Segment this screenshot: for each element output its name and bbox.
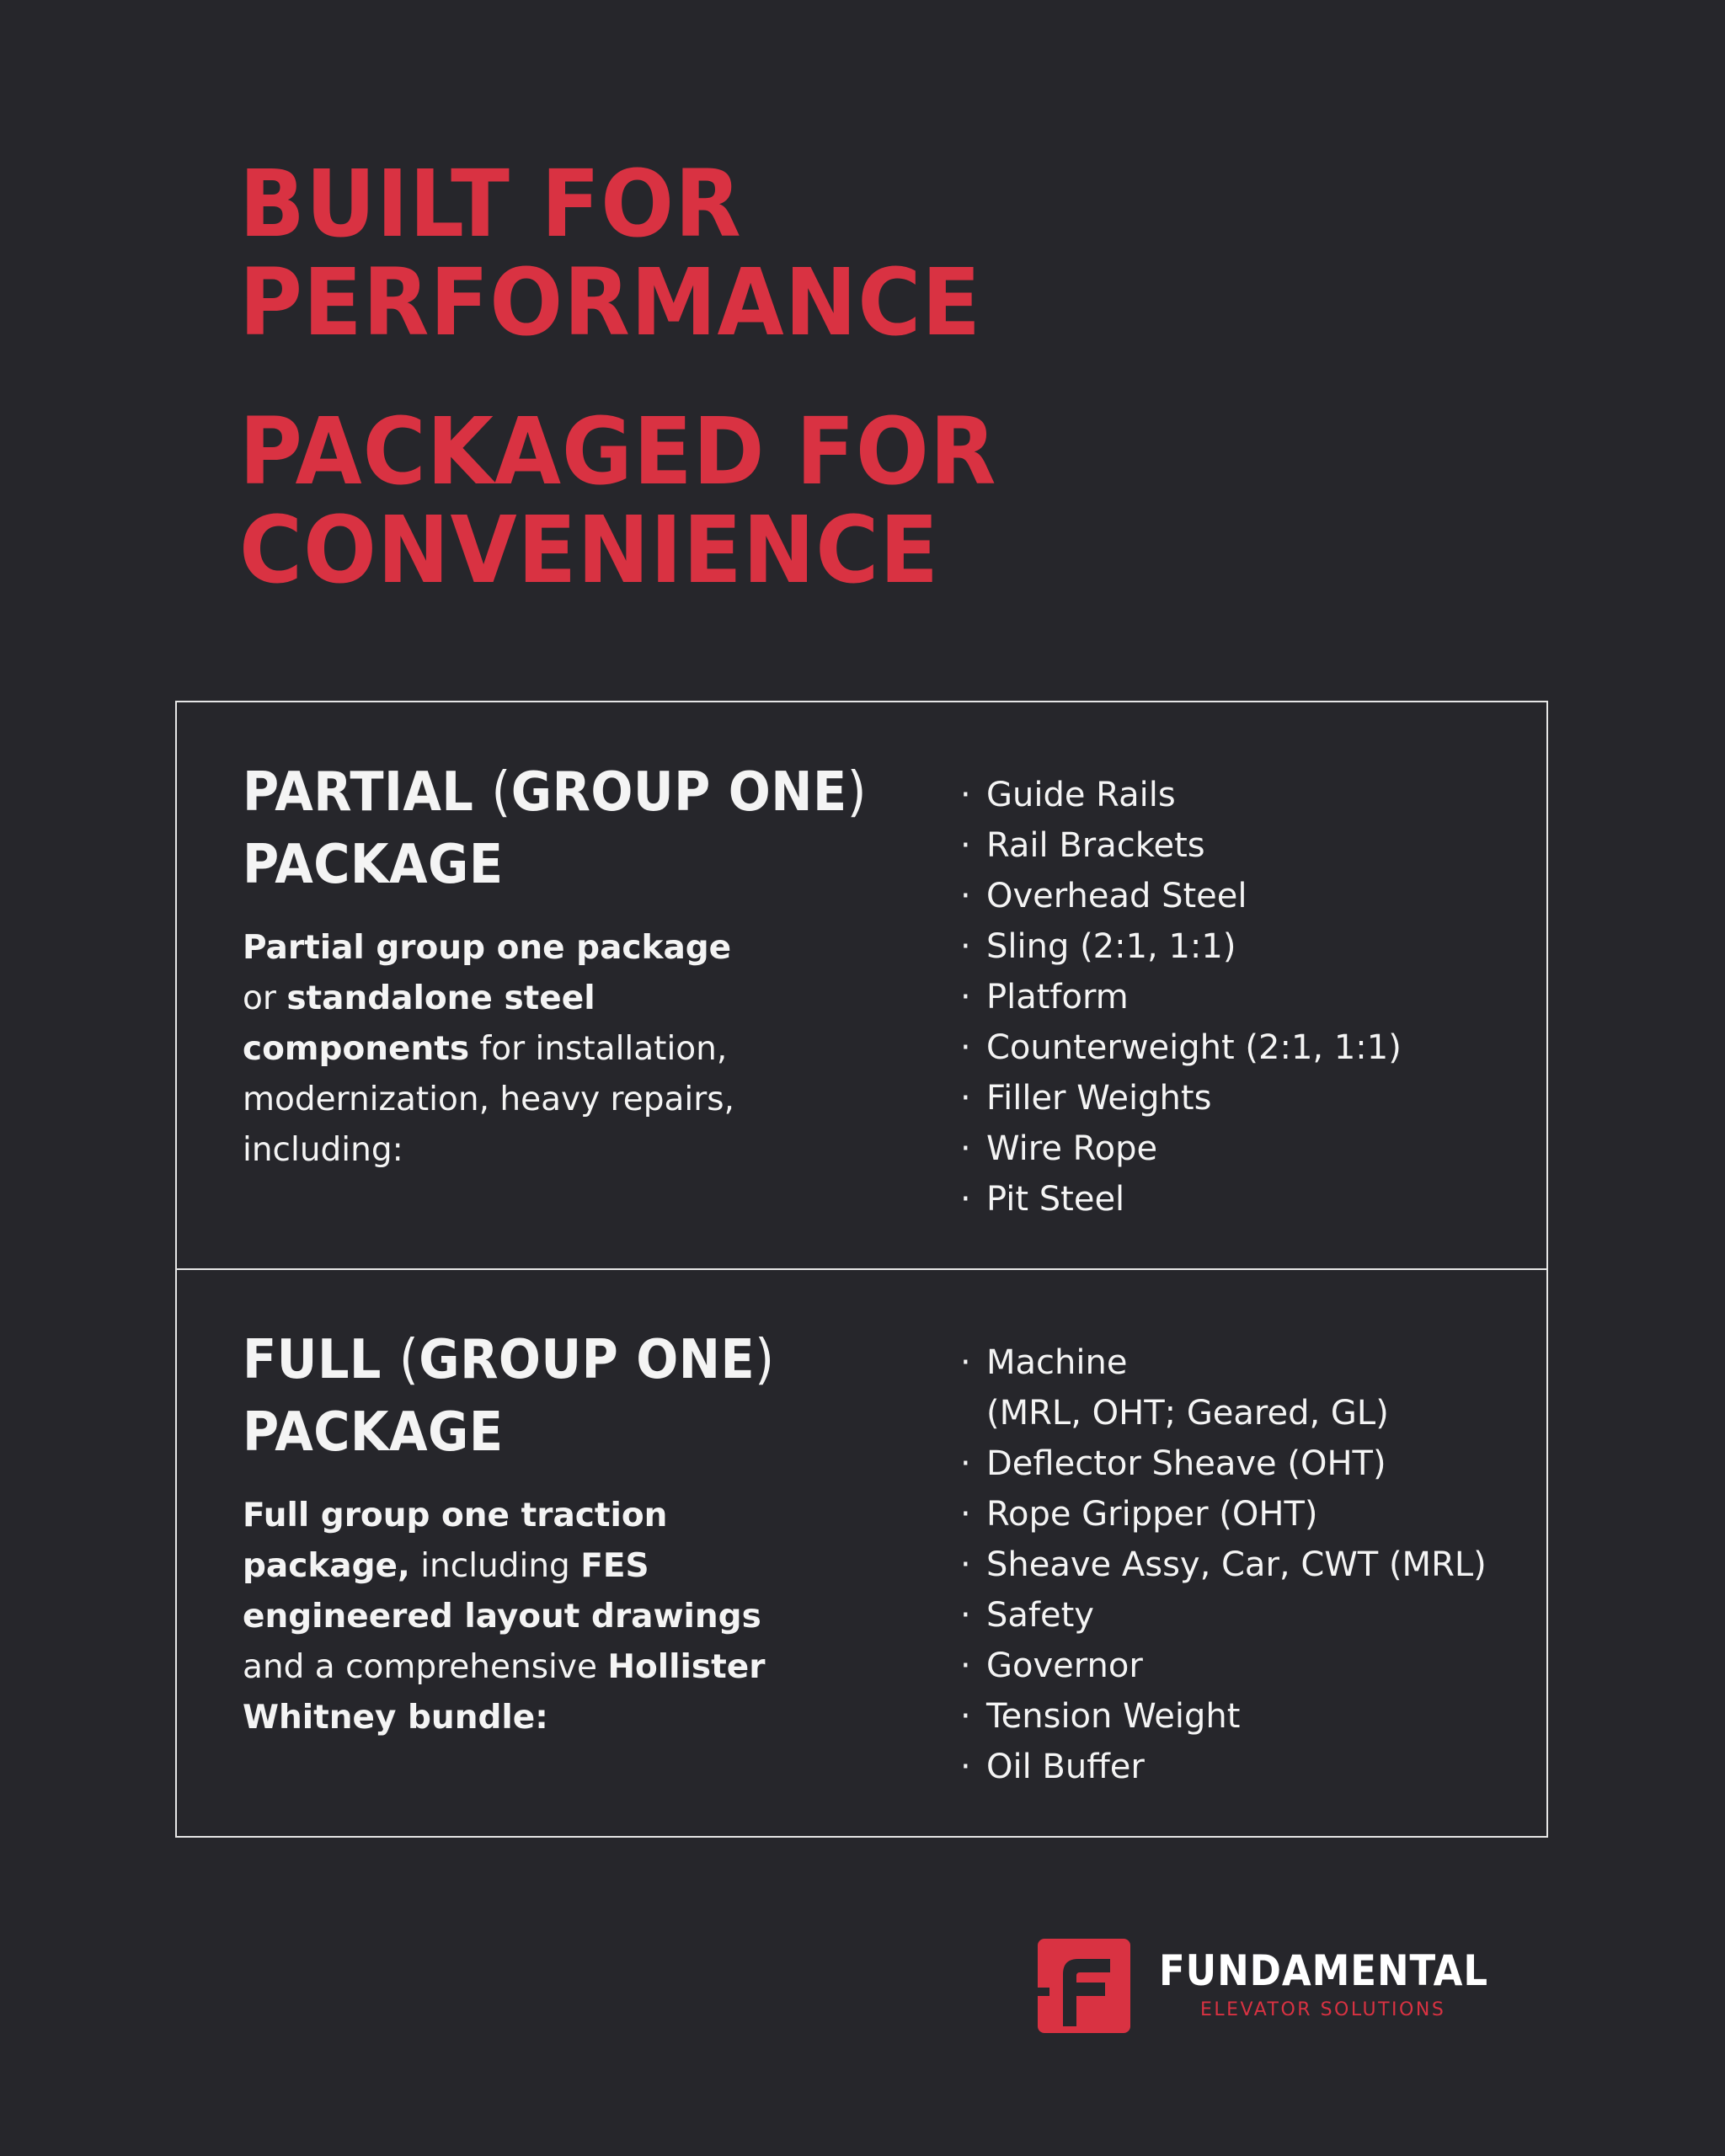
bullet-icon: · [960,826,971,865]
desc-bold: Full group one traction package, [243,1497,668,1585]
list-item-label: Safety [986,1596,1094,1635]
bullet-icon: · [960,1646,971,1685]
list-item [960,972,1402,1022]
list-item-label: Counterweight (2:1, 1:1) [986,1028,1402,1067]
list-item-label: Governor [986,1646,1143,1685]
bullet-icon: · [960,776,971,814]
list-item-label: Rope Gripper (OHT) [986,1495,1318,1534]
list-item-label: Sling (2:1, 1:1) [986,927,1236,966]
list-item [960,871,1402,921]
headline-built-text [239,150,1336,356]
list-item-label: Machine [986,1343,1128,1382]
bullet-icon: · [960,1343,971,1382]
list-item-label: Oil Buffer [986,1748,1145,1786]
desc-text: or [243,979,276,1017]
headline-line: BUILT FOR [239,150,742,258]
list-item [960,1742,1487,1792]
brand-logo [1038,1939,1509,2040]
title-group: GROUP ONE [419,1329,756,1391]
list-item [960,1489,1487,1540]
list-item-label: Overhead Steel [986,877,1247,915]
bullet-icon: · [960,1444,971,1483]
partial-package-title [243,756,867,901]
desc-bold: Hollister Whitney bundle: [243,1648,766,1737]
full-package-title [243,1324,775,1469]
list-item-continuation [960,1388,1487,1438]
list-item [960,770,1402,820]
list-item-label: Deflector Sheave (OHT) [986,1444,1386,1483]
bullet-icon: · [960,1748,971,1786]
list-item [960,1073,1402,1123]
title-paren-close: ) [846,761,868,824]
package-table [175,701,1548,1838]
list-item [960,820,1402,871]
desc-bold: FES engineered layout drawings [243,1547,761,1636]
bullet-icon: · [960,1079,971,1118]
headline-built [239,150,1418,356]
headline-line: PERFORMANCE [239,248,982,356]
list-item-label: Tension Weight [986,1697,1241,1736]
headline-line: CONVENIENCE [239,496,940,604]
list-item [960,1174,1402,1225]
list-item-label: Sheave Assy, Car, CWT (MRL) [986,1545,1487,1584]
bullet-icon: · [960,1697,971,1736]
brand-tagline: ELEVATOR SOLUTIONS [1200,1999,1446,2020]
list-item-label: Wire Rope [986,1129,1158,1168]
desc-bold: standalone steel components [243,979,595,1068]
bullet-icon: · [960,1596,971,1635]
bullet-icon: · [960,978,971,1017]
list-item [960,1337,1487,1388]
list-item [960,1641,1487,1691]
desc-text: and a comprehensive [243,1648,597,1686]
partial-package-description [243,923,782,1176]
bullet-icon: · [960,1028,971,1067]
bullet-icon: · [960,1495,971,1534]
list-item [960,921,1402,972]
bullet-icon: · [960,1545,971,1584]
list-item-label: (MRL, OHT; Geared, GL) [986,1394,1389,1433]
list-item [960,1022,1402,1073]
title-paren-close: ) [755,1329,775,1391]
headline-packaged-text [239,398,1336,604]
title-group: GROUP ONE [510,761,847,824]
desc-bold: Partial group one package [243,929,732,967]
list-item [960,1438,1487,1489]
full-package-section [177,1270,1546,1838]
headline-line: PACKAGED FOR [239,398,997,505]
title-word: FULL [243,1329,382,1391]
list-item-label: Platform [986,978,1129,1017]
list-item-label: Rail Brackets [986,826,1205,865]
full-package-list [960,1337,1487,1792]
list-item-label: Pit Steel [986,1180,1125,1219]
title-line2: PACKAGE [243,1401,504,1464]
bullet-icon: · [960,877,971,915]
full-package-description [243,1491,782,1743]
list-item [960,1540,1487,1590]
f-letter-logo-icon [1038,1939,1130,2033]
bullet-icon: · [960,1180,971,1219]
headline-packaged [239,398,1418,604]
list-item-label: Filler Weights [986,1079,1212,1118]
list-item [960,1123,1402,1174]
partial-package-list [960,770,1402,1225]
bullet-icon: · [960,927,971,966]
title-paren-open: ( [491,761,511,824]
desc-text: for installation, modernization, heavy repairs, including: [243,1030,734,1169]
list-item [960,1691,1487,1742]
list-item [960,1590,1487,1641]
title-paren-open: ( [398,1329,419,1391]
partial-package-section [177,702,1546,1268]
list-item-label: Guide Rails [986,776,1176,814]
brand-name: FUNDAMENTAL [1159,1946,1488,1995]
title-line2: PACKAGE [243,834,504,896]
desc-text: including [420,1547,570,1585]
title-word: PARTIAL [243,761,474,824]
bullet-icon: · [960,1129,971,1168]
